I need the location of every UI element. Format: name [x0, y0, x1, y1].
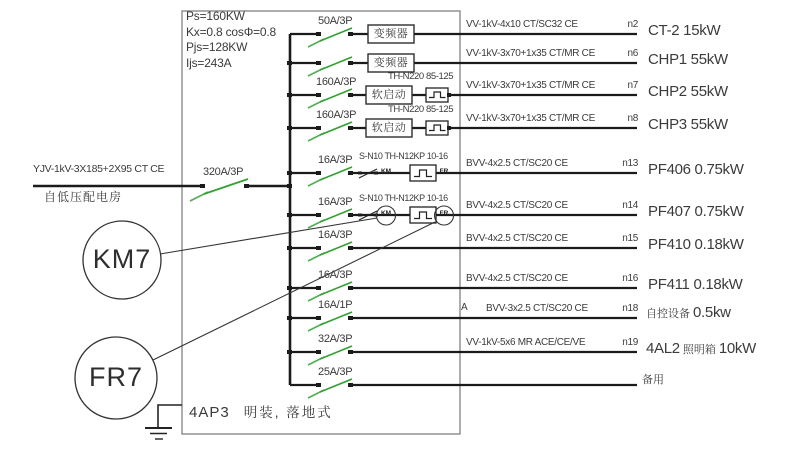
cable-spec: BVV-4x2.5 CT/SC20 CE [466, 233, 568, 244]
contactor-mark-5: KM [380, 168, 392, 175]
info-ps: Ps=160KW [186, 9, 245, 23]
info-pjs: Pjs=128KW [186, 40, 248, 54]
relay-mark-5: FR [439, 168, 449, 175]
cable-label-9 [486, 303, 638, 315]
load-label-11-spare: 备用 [642, 374, 664, 386]
main-breaker-symbol [190, 179, 249, 201]
load-name-cn: 照明箱 [682, 344, 716, 356]
load-power: 10kW [718, 340, 756, 357]
cable-label-2 [466, 48, 638, 60]
load-power: 0.5kw [693, 304, 731, 321]
breaker-label-1: 50A/3P [318, 15, 353, 27]
circuit-number: n6 [627, 48, 638, 59]
load-name-cn: 自控设备 [646, 308, 690, 320]
breaker-label-10: 32A/3P [318, 333, 353, 345]
cable-spec: BVV-4x2.5 CT/SC20 CE [466, 273, 568, 284]
vfd-box-label-2: 变频器 [373, 56, 409, 69]
circuit-number: n14 [622, 200, 638, 211]
load-label-5: PF406 0.75kW [648, 161, 744, 178]
breaker-label-6: 16A/3P [318, 196, 353, 208]
load-label-7: PF410 0.18kW [648, 236, 744, 253]
cable-spec: BVV-3x2.5 CT/SC20 CE [486, 303, 588, 314]
cable-spec: BVV-4x2.5 CT/SC20 CE [466, 200, 568, 211]
incoming-cable-label: YJV-1kV-3X185+2X95 CT CE [33, 163, 165, 175]
cable-spec: VV-1kV-5x6 MR ACE/CE/VE [466, 337, 586, 348]
cable-label-7 [466, 233, 638, 245]
soft-starter-label-3: 软启动 [371, 88, 407, 101]
cable-label-4 [466, 113, 638, 125]
circuit-number: n8 [627, 113, 638, 124]
load-prefix: 4AL2 [646, 340, 680, 357]
soft-starter-label-4: 软启动 [371, 121, 407, 134]
starter-label-5: S-N10 TH-N12KP 10-16 [359, 151, 448, 161]
cable-spec: BVV-4x2.5 CT/SC20 CE [466, 158, 568, 169]
panel-designation: 4AP3 [189, 404, 230, 421]
breaker-label-7: 16A/3P [318, 229, 353, 241]
contactor-mark-6: KM [380, 210, 392, 217]
fr7-coil-label: FR7 [88, 362, 143, 393]
load-label-4: CHP3 55kW [648, 116, 728, 133]
circuit-number: n19 [622, 337, 638, 348]
cable-label-1 [466, 19, 638, 31]
panel-name [189, 404, 333, 421]
thermal-relay-label-3: TH-N220 85-125 [388, 71, 454, 82]
load-label-9 [646, 304, 731, 321]
breaker-label-4: 160A/3P [316, 109, 357, 121]
cable-label-8 [466, 273, 638, 285]
cable-spec: VV-1kV-4x10 CT/SC32 CE [466, 19, 578, 30]
panel-rating-info [186, 9, 276, 71]
main-breaker-label: 320A/3P [203, 166, 244, 178]
cable-label-5 [466, 158, 638, 170]
circuit-number: n18 [622, 303, 638, 314]
circuit-number: n13 [622, 158, 638, 169]
starter-label-6: S-N10 TH-N12KP 10-16 [359, 193, 448, 203]
breaker-label-8: 16A/3P [318, 269, 353, 281]
cable-label-10 [466, 337, 638, 349]
panel-mounting: 明装, 落地式 [243, 405, 333, 420]
cable-spec: VV-1kV-3x70+1x35 CT/MR CE [466, 113, 595, 124]
load-label-3: CHP2 55kW [648, 83, 728, 100]
km7-coil-label: KM7 [92, 244, 152, 275]
breaker-label-9: 16A/1P [318, 299, 353, 311]
load-label-8: PF411 0.18kW [648, 276, 743, 293]
cable-spec: VV-1kV-3x70+1x35 CT/MR CE [466, 48, 595, 59]
info-ijs: Ijs=243A [186, 55, 232, 70]
load-label-1: CT-2 15kW [648, 22, 721, 39]
breaker-label-11: 25A/3P [318, 366, 353, 378]
circuit-number: n2 [627, 19, 638, 30]
load-label-10 [646, 340, 756, 357]
breaker-label-3: 160A/3P [316, 76, 357, 88]
thermal-relay-label-4: TH-N220 85-125 [388, 104, 454, 115]
cable-label-6 [466, 200, 638, 212]
info-kx: Kx=0.8 cosΦ=0.8 [186, 24, 276, 39]
vfd-box-label-1: 变频器 [373, 27, 409, 40]
circuit-number: n16 [622, 273, 638, 284]
circuit-number: n7 [627, 80, 638, 91]
cable-label-3 [466, 80, 638, 92]
circuit-number: n15 [622, 233, 638, 244]
relay-mark-6: FR [439, 210, 449, 217]
cable-spec: VV-1kV-3x70+1x35 CT/MR CE [466, 80, 595, 91]
ammeter-mark-9: A [461, 302, 468, 313]
load-label-6: PF407 0.75kW [648, 203, 744, 220]
load-label-2: CHP1 55kW [648, 51, 728, 68]
bus-bar [287, 34, 292, 385]
incoming-source-label: 自低压配电房 [44, 190, 123, 204]
breaker-label-5: 16A/3P [318, 154, 353, 166]
